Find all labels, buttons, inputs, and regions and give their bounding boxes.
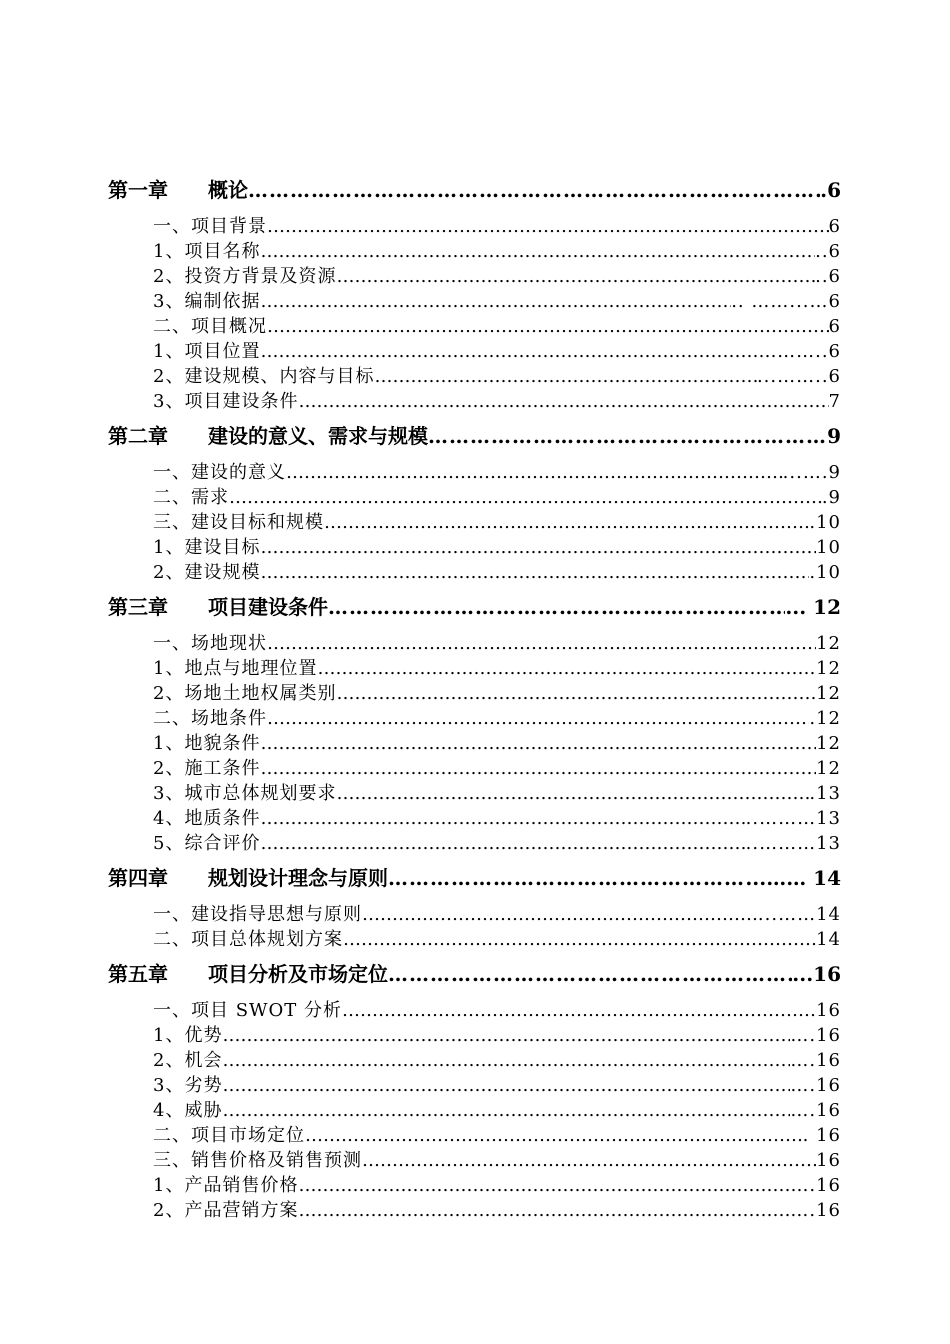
entry-title: 1、地点与地理位置 [153, 658, 318, 679]
page-number: .. ……...…6 [731, 291, 841, 312]
dot-leader [336, 781, 809, 806]
dot-leader [267, 631, 816, 656]
dot-leader [267, 214, 829, 239]
page-number: 7 [828, 391, 841, 412]
toc-entry[interactable] [108, 1173, 841, 1198]
chapter-title: 项目分析及市场定位 [208, 962, 388, 986]
page-number: ..6 [815, 266, 841, 287]
dot-leader [260, 806, 745, 831]
entry-title: 一、建设指导思想与原则 [153, 904, 362, 925]
dot-leader [222, 1048, 790, 1073]
page-number: 12 [816, 758, 841, 779]
entry-title: 2、施工条件 [153, 758, 261, 779]
page-number: ….16 [790, 1050, 841, 1071]
dot-leader [260, 339, 777, 364]
page-number: 12 [816, 633, 841, 654]
entry-title: 一、建设的意义 [153, 462, 286, 483]
toc-entry[interactable] [108, 927, 841, 952]
chapter-number: 第一章 [108, 178, 168, 202]
page-number: ...……14 [757, 904, 841, 925]
chapter-number: 第三章 [108, 595, 168, 619]
toc-entry[interactable] [108, 214, 841, 239]
dot-leader [336, 264, 815, 289]
dot-leader [388, 860, 745, 896]
entry-title: 2、场地土地权属类别 [153, 683, 337, 704]
chapter-title: 项目建设条件 [208, 595, 328, 619]
dot-leader [317, 656, 816, 681]
dot-leader [362, 902, 758, 927]
toc-entry[interactable] [108, 239, 841, 264]
toc-entry[interactable] [108, 998, 841, 1023]
toc-entry[interactable] [108, 831, 841, 856]
toc-chapter-5[interactable] [108, 956, 841, 992]
page-number: .6 [820, 178, 841, 202]
page-number: ..6 [815, 241, 841, 262]
toc-entry[interactable] [108, 731, 841, 756]
entry-title: 1、优势 [153, 1025, 223, 1046]
entry-title: 2、建设规模、内容与目标 [153, 366, 375, 387]
dot-leader [342, 998, 816, 1023]
page-number: ….16 [790, 1075, 841, 1096]
page-number: ...16 [792, 962, 841, 986]
entry-title: 5、综合评价 [153, 833, 261, 854]
page-number: .10 [809, 562, 841, 583]
toc-entry[interactable] [108, 806, 841, 831]
table-of-contents [108, 168, 841, 1223]
entry-title: 二、项目总体规划方案 [153, 929, 343, 950]
dot-leader [260, 535, 816, 560]
toc-entry[interactable] [108, 756, 841, 781]
dot-leader [362, 1148, 816, 1173]
toc-entry[interactable] [108, 264, 841, 289]
page-number: ..………13 [745, 833, 841, 854]
toc-entry[interactable] [108, 681, 841, 706]
dot-leader [428, 418, 827, 454]
dot-leader [229, 485, 822, 510]
toc-entry[interactable] [108, 781, 841, 806]
entry-title: 1、产品销售价格 [153, 1175, 299, 1196]
chapter-number: 第二章 [108, 424, 168, 448]
dot-leader [260, 289, 731, 314]
entry-title: 3、劣势 [153, 1075, 223, 1096]
dot-leader [324, 510, 809, 535]
toc-entry[interactable] [108, 1148, 841, 1173]
dot-leader [222, 1023, 790, 1048]
toc-entry[interactable] [108, 485, 841, 510]
toc-entry[interactable] [108, 535, 841, 560]
page-number: ...….9 [782, 462, 841, 483]
dot-leader [374, 364, 756, 389]
dot-leader [328, 589, 785, 625]
page-number: ……..6 [777, 341, 841, 362]
entry-title: 2、投资方背景及资源 [153, 266, 337, 287]
entry-title: 二、场地条件 [153, 708, 267, 729]
dot-leader [298, 389, 828, 414]
entry-title: 2、机会 [153, 1050, 223, 1071]
toc-entry[interactable] [108, 1023, 841, 1048]
page-number: 12 [816, 733, 841, 754]
toc-entry[interactable] [108, 339, 841, 364]
toc-entry[interactable] [108, 1098, 841, 1123]
page-number: ..………13 [745, 808, 841, 829]
dot-leader [260, 831, 745, 856]
page-number: ... 12 [785, 595, 841, 619]
entry-title: 二、项目市场定位 [153, 1125, 305, 1146]
page-number: 6 [828, 216, 841, 237]
toc-chapter-3[interactable] [108, 589, 841, 625]
toc-entry[interactable] [108, 1198, 841, 1223]
toc-entry[interactable] [108, 314, 841, 339]
entry-title: 一、项目背景 [153, 216, 267, 237]
page-number: ..16 [802, 1175, 841, 1196]
page-number: 16 [816, 1150, 841, 1171]
entry-title: 4、地质条件 [153, 808, 261, 829]
page-number: 16 [816, 1000, 841, 1021]
dot-leader [260, 756, 816, 781]
entry-title: 三、销售价格及销售预测 [153, 1150, 362, 1171]
dot-leader [388, 956, 792, 992]
dot-leader [248, 172, 820, 208]
entry-title: 2、建设规模 [153, 562, 261, 583]
toc-entry[interactable] [108, 706, 841, 731]
page-number: ….16 [790, 1025, 841, 1046]
page-number: .9 [821, 487, 841, 508]
dot-leader [336, 681, 816, 706]
entry-title: 4、威胁 [153, 1100, 223, 1121]
entry-title: 二、项目概况 [153, 316, 267, 337]
page-number: 14 [816, 929, 841, 950]
toc-entry[interactable] [108, 289, 841, 314]
page-number: .13 [809, 783, 841, 804]
toc-entry[interactable] [108, 656, 841, 681]
page-number: 6 [828, 316, 841, 337]
dot-leader [267, 314, 829, 339]
dot-leader [267, 706, 809, 731]
dot-leader [222, 1098, 790, 1123]
entry-title: 三、建设目标和规模 [153, 512, 324, 533]
page-number: ...……..6 [756, 366, 841, 387]
page-number: 9 [827, 424, 841, 448]
entry-title: 1、项目位置 [153, 341, 261, 362]
page-number: .10 [809, 512, 841, 533]
entry-title: 3、城市总体规划要求 [153, 783, 337, 804]
page-number: .12 [809, 708, 841, 729]
entry-title: 2、产品营销方案 [153, 1200, 299, 1221]
toc-entry[interactable] [108, 560, 841, 585]
dot-leader [305, 1123, 803, 1148]
toc-chapter-1[interactable] [108, 172, 841, 208]
entry-title: 一、场地现状 [153, 633, 267, 654]
page-number: 10 [816, 537, 841, 558]
toc-entry[interactable] [108, 460, 841, 485]
page-number: ….16 [790, 1100, 841, 1121]
entry-title: 一、项目 SWOT 分析 [153, 1000, 343, 1021]
entry-title: 二、需求 [153, 487, 229, 508]
dot-leader [260, 560, 809, 585]
toc-chapter-4[interactable] [108, 860, 841, 896]
chapter-title: 规划设计理念与原则 [208, 866, 388, 890]
dot-leader [260, 731, 816, 756]
toc-entry[interactable] [108, 1123, 841, 1148]
dot-leader [260, 239, 815, 264]
entry-title: 3、项目建设条件 [153, 391, 299, 412]
dot-leader [286, 460, 783, 485]
chapter-title: 概论 [208, 178, 248, 202]
page-number: 12 [816, 658, 841, 679]
dot-leader [298, 1173, 802, 1198]
toc-entry[interactable] [108, 364, 841, 389]
page-number: ….16 [790, 1200, 841, 1221]
dot-leader [343, 927, 816, 952]
dot-leader [222, 1073, 790, 1098]
toc-entry[interactable] [108, 510, 841, 535]
toc-entry[interactable] [108, 631, 841, 656]
chapter-number: 第四章 [108, 866, 168, 890]
toc-entry[interactable] [108, 902, 841, 927]
page-number: ...…… 14 [745, 866, 841, 890]
page-number: 12 [816, 683, 841, 704]
entry-title: 3、编制依据 [153, 291, 261, 312]
toc-entry[interactable] [108, 389, 841, 414]
chapter-number: 第五章 [108, 962, 168, 986]
toc-chapter-2[interactable] [108, 418, 841, 454]
toc-entry[interactable] [108, 1048, 841, 1073]
entry-title: 1、项目名称 [153, 241, 261, 262]
entry-title: 1、建设目标 [153, 537, 261, 558]
dot-leader [298, 1198, 790, 1223]
page-number: . 16 [802, 1125, 841, 1146]
entry-title: 1、地貌条件 [153, 733, 261, 754]
chapter-title: 建设的意义、需求与规模 [208, 424, 428, 448]
toc-entry[interactable] [108, 1073, 841, 1098]
